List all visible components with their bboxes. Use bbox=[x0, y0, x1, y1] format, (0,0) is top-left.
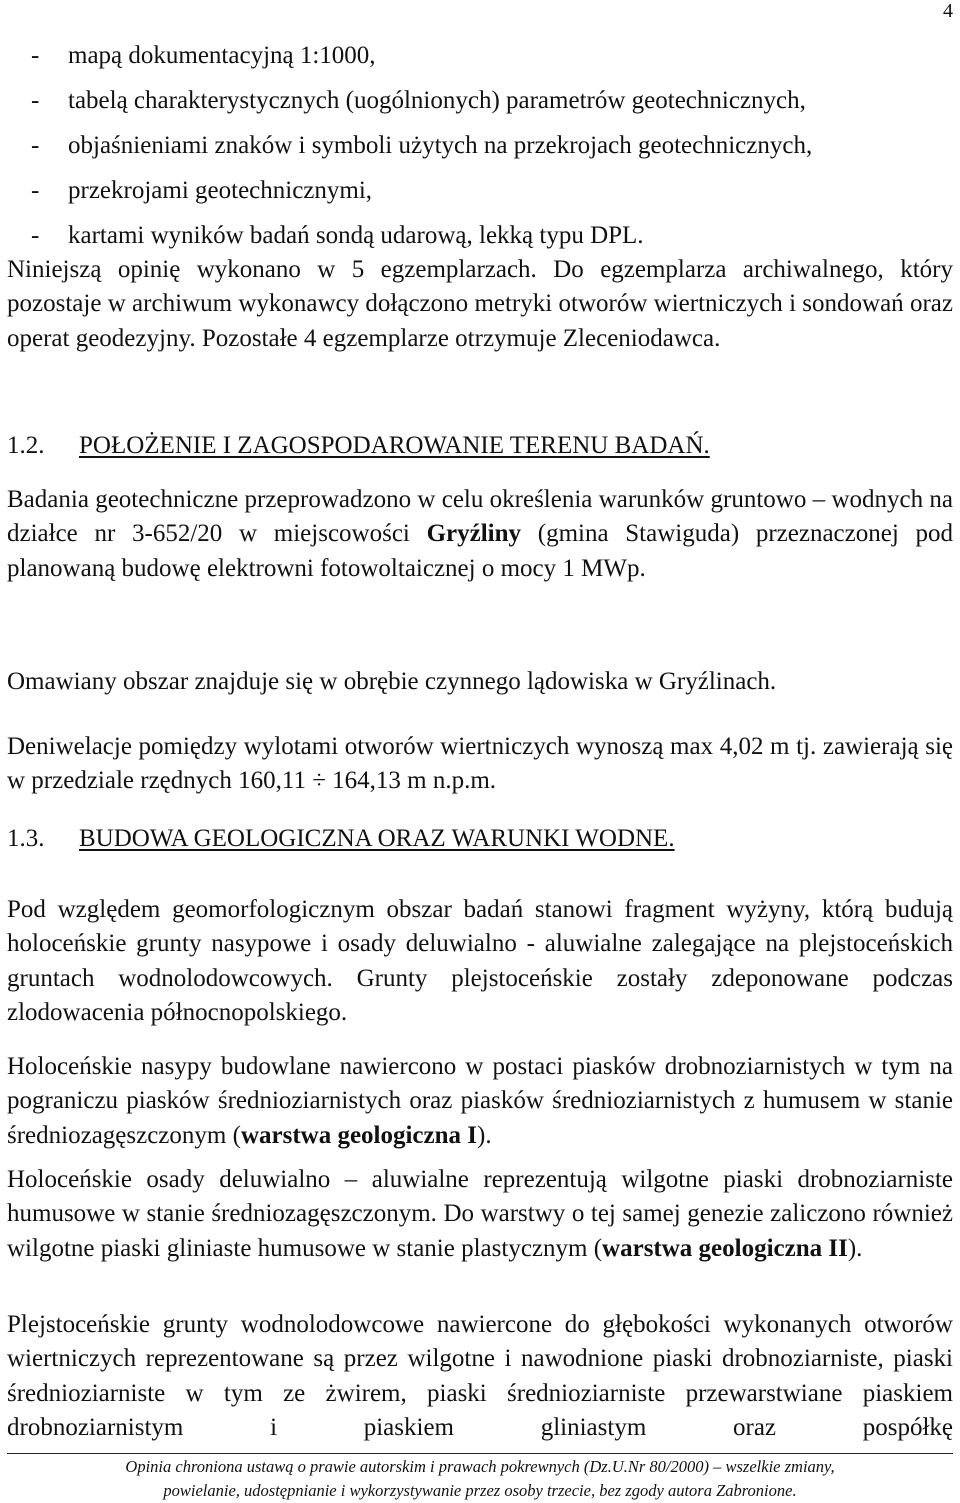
pleistocene-paragraph: Plejstoceńskie grunty wodnolodowcowe nawiercone do głębokości wykonanych otworów wiertniczych reprezentowane są przez wilgotne i nawodnione piaski drobnoziarniste, piaski średnioziarniste w tym ze żwirem, piaski średnioziarniste przewarstwiane piaskiem drobnoziarnistym i piaskiem gliniastym oraz pospółkę bbox=[7, 1311, 953, 1441]
section-title: BUDOWA GEOLOGICZNA ORAZ WARUNKI WODNE. bbox=[79, 825, 675, 852]
list-dash: - bbox=[31, 87, 40, 114]
list-item bbox=[7, 177, 952, 204]
section-number: 1.2. bbox=[7, 432, 45, 459]
list-item bbox=[7, 42, 952, 69]
list-item-text: kartami wyników badań sondą udarową, lekką typu DPL. bbox=[68, 222, 644, 249]
list-item bbox=[7, 87, 952, 114]
text-run: ). bbox=[477, 1121, 492, 1149]
section-title: POŁOŻENIE I ZAGOSPODAROWANIE TERENU BADAŃ. bbox=[79, 432, 710, 459]
documentation-list bbox=[7, 42, 952, 267]
copyright-footer bbox=[7, 1455, 953, 1503]
layer-label: warstwa geologiczna I bbox=[240, 1121, 478, 1149]
text-run: ). bbox=[847, 1234, 863, 1262]
layer-label: warstwa geologiczna II bbox=[602, 1234, 848, 1262]
text-run: Holoceńskie nasypy budowlane nawiercono w postaci piasków drobnoziarnistych w tym na pograniczu piasków średnioziarnistych oraz piasków średnioziarnistych z humusem w stanie średniozagęszczonym ( bbox=[7, 1053, 953, 1149]
elevation-paragraph: Deniwelacje pomiędzy wylotami otworów wiertniczych wynoszą max 4,02 m tj. zawierają się w przedziale rzędnych 160,11 ÷ 164,13 m n.p.m. bbox=[7, 733, 953, 795]
layer-2-paragraph bbox=[7, 1163, 953, 1266]
footer-line-1: Opinia chroniona ustawą o prawie autorskim i prawach pokrewnych (Dz.U.Nr 80/2000) – wszelkie zmiany, bbox=[125, 1457, 835, 1476]
page-number: 4 bbox=[943, 0, 953, 22]
locality-name: Gryźliny bbox=[426, 520, 522, 548]
section-heading-1-2 bbox=[7, 431, 953, 461]
text-run: Badania geotechniczne przeprowadzono w celu określenia warunków gruntowo – wodnych na działce nr 3-652/20 w miejscowości bbox=[7, 486, 953, 548]
text-run: (gmina Stawiguda) przeznaczonej pod planowaną budowę elektrowni fotowoltaicznej o mocy 1 MWp. bbox=[7, 520, 954, 582]
intro-paragraph: Niniejszą opinię wykonano w 5 egzemplarzach. Do egzemplarza archiwalnego, który pozostaje w archiwum wykonawcy dołączono metryki otworów wiertniczych i sondowań oraz operat geodezyjny. Pozostałe 4 egzemplarze otrzymuje Zleceniodawca. bbox=[7, 256, 953, 352]
list-dash: - bbox=[31, 132, 40, 159]
section-number: 1.3. bbox=[7, 825, 45, 852]
list-dash: - bbox=[31, 222, 40, 249]
list-dash: - bbox=[31, 42, 40, 69]
footer-line-2: powielanie, udostępnianie i wykorzystywanie przez osoby trzecie, bez zgody autora Zabronione. bbox=[163, 1481, 797, 1500]
list-dash: - bbox=[31, 177, 40, 204]
list-item bbox=[7, 132, 952, 159]
list-item-text: tabelą charakterystycznych (uogólnionych) parametrów geotechnicznych, bbox=[68, 87, 806, 114]
area-paragraph: Omawiany obszar znajduje się w obrębie czynnego lądowiska w Gryźlinach. bbox=[7, 668, 777, 695]
layer-1-paragraph bbox=[7, 1050, 953, 1153]
list-item bbox=[7, 222, 952, 249]
list-item-text: objaśnieniami znaków i symboli użytych na przekrojach geotechnicznych, bbox=[68, 132, 813, 159]
footer-divider bbox=[7, 1453, 953, 1454]
geomorphology-paragraph: Pod względem geomorfologicznym obszar badań stanowi fragment wyżyny, którą budują holoceńskie grunty nasypowe i osady deluwialno - aluwialne zalegające na plejstoceńskich gruntach wodnolodowcowych. Grunty plejstoceńskie zostały zdeponowane podczas zlodowacenia północnopolskiego. bbox=[7, 896, 953, 1026]
location-paragraph bbox=[7, 483, 953, 586]
list-item-text: przekrojami geotechnicznymi, bbox=[68, 177, 373, 204]
text-run: Holoceńskie osady deluwialno – aluwialne reprezentują wilgotne piaski drobnoziarniste humusowe w stanie średniozagęszczonym. Do warstwy o tej samej genezie zaliczono również wilgotne piaski gliniaste humusowe w stanie plastycznym ( bbox=[7, 1166, 953, 1262]
section-heading-1-3 bbox=[7, 824, 953, 854]
list-item-text: mapą dokumentacyjną 1:1000, bbox=[68, 42, 376, 69]
